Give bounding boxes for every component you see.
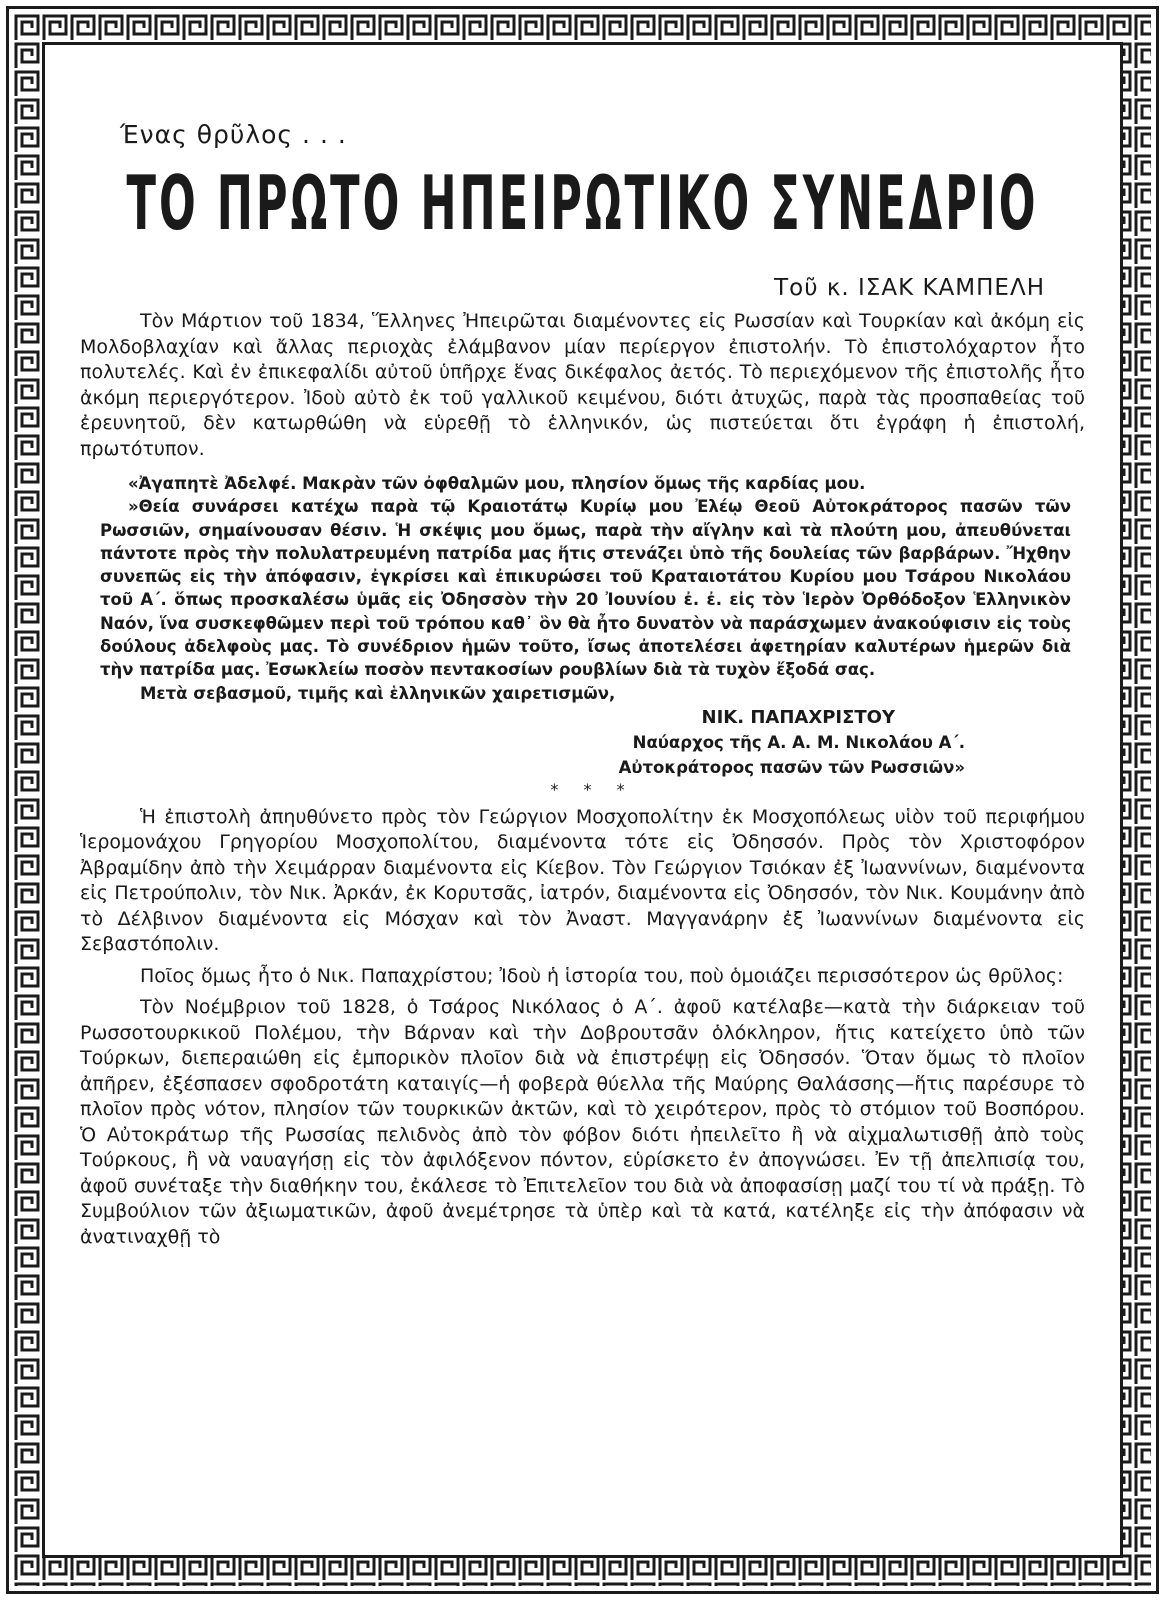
letter-body: »Θεία συνάρσει κατέχω παρὰ τῷ Κραιοτάτῳ Κυρίῳ μου Ἐλέῳ Θεοῦ Αὐτοκράτορος πασῶν τῶν Ρωσσιῶν, σημαίνουσαν θέσιν. Ἡ σκέψις μου ὅμως, παρὰ τὴν αἴγλην καὶ τὰ πλούτη μου, ἀπευθύνεται πάντοτε πρὸς τὴν πολυλατρευμένη πατρίδα μας ἥτις στενάζει ὑπὸ τῆς δουλείας τῶν βαρβάρων. Ἤχθην συνεπῶς εἰς τὴν ἀπόφασιν, ἐγκρίσει καὶ ἐπικυρώσει τοῦ Κραταιοτάτου Κυρίου μου Τσάρου Νικολάου τοῦ Α΄. ὅπως προσκαλέσω ὑμᾶς εἰς Ὀδησσὸν τὴν 20 Ἰουνίου ἐ. ἐ. εἰς τὸν Ἱερὸν Ὀρθόδοξον Ἑλληνικὸν Ναόν, ἵνα συσκεφθῶμεν περὶ τοῦ τρόπου καθ᾽ ὃν θὰ ἦτο δυνατὸν νὰ παράσχωμεν ἀνακούφισιν εἰς τοὺς δούλους ἀδελφοὺς μας. Τὸ συνέδριον ἡμῶν τοῦτο, ἴσως ἀποτελέσει ἀφετηρίαν καλυτέρων ἡμερῶν διὰ τὴν πατρίδα μας. Ἐσωκλείω ποσὸν πεντακοσίων ρουβλίων διὰ τὰ τυχὸν ἔξοδά σας. xyxy=(100,497,1071,680)
paragraph-recipients: Ἡ ἐπιστολὴ ἀπηυθύνετο πρὸς τὸν Γεώργιον Μοσχοπολίτην ἐκ Μοσχοπόλεως υἱὸν τοῦ περιφήμου Ἱερομονάχου Γρηγορίου Μοσχοπολίτου, διαμένοντα τότε εἰς Ὀδησσόν. Πρὸς τὸν Χριστοφόρον Ἀβραμίδην ἀπὸ τὴν Χειμάρραν διαμένοντα εἰς Κίεβον. Τὸν Γεώργιον Τσιόκαν ἐξ Ἰωαννίνων, διαμένοντα εἰς Πετρούπολιν, τὸν Νικ. Ἀρκάν, ἐκ Κορυτσᾶς, ἰατρόν, διαμένοντα εἰς Ὀδησσόν, τὸν Νικ. Κουμάνην ἀπὸ τὸ Δέλβινον διαμένοντα εἰς Μόσχαν καὶ τὸν Ἀναστ. Μαγγανάρην ἐξ Ἰωαννίνων διαμένοντα εἰς Σεβαστόπολιν. xyxy=(80,805,1085,956)
letter-closing: Μετὰ σεβασμοῦ, τιμῆς καὶ ἑλληνικῶν χαιρετισμῶν, xyxy=(140,683,616,703)
paragraph-question: Ποῖος ὅμως ἦτο ὁ Νικ. Παπαχρίστου; Ἰδοὺ ἡ ἱστορία του, ποὺ ὁμοιάζει περισσότερον ὡς θρῦλος: xyxy=(140,964,1064,987)
letter-salutation: «Ἀγαπητὲ Ἀδελφέ. Μακρὰν τῶν ὀφθαλμῶν μου, πλησίον ὅμως τῆς καρδίας μου. xyxy=(128,474,866,493)
intro-paragraph: Τὸν Μάρτιον τοῦ 1834, Ἕλληνες Ἠπειρῶται διαμένοντες εἰς Ρωσσίαν καὶ Τουρκίαν καὶ ἀκόμη εἰς Μολδοβλαχίαν καὶ ἄλλας περιοχὰς ἐλάμβανον μίαν περίεργον ἐπιστολήν. Τὸ ἐπιστολόχαρτον ἦτο πολυτελές. Καὶ ἐν ἐπικεφαλίδι αὐτοῦ ὑπῆρχε ἕνας δικέφαλος ἀετός. Τὸ περιεχόμενον τῆς ἐπιστολῆς ἦτο ἀκόμη περιεργότερον. Ἰδοὺ αὐτὸ ἐκ τοῦ γαλλικοῦ κειμένου, διότι ἀτυχῶς, παρὰ τὰς προσπαθείας τοῦ ἐρευνητοῦ, δὲν κατωρθώθη νὰ εὑρεθῇ τὸ ἑλληνικόν, ὡς πιστεύεται ὅτι ἐγράφη ἡ ἐπιστολή, πρωτότυπον. xyxy=(80,310,1085,460)
article xyxy=(80,120,1085,1256)
signature-title-2: Αὐτοκράτορος πασῶν τῶν Ρωσσιῶν» xyxy=(618,757,965,777)
quoted-letter xyxy=(100,472,1071,705)
byline: Τοῦ κ. ΙΣΑΚ ΚΑΜΠΕΛΗ xyxy=(774,275,1045,301)
section-separator: * * * xyxy=(550,779,635,799)
signature-title-1: Ναύαρχος τῆς Α. Α. Μ. Νικολάου Α΄. xyxy=(632,732,965,752)
kicker: Ένας θρῦλος . . . xyxy=(120,120,347,149)
paragraph-story: Τὸν Νοέμβριον τοῦ 1828, ὁ Τσάρος Νικόλαος ὁ Α΄. ἀφοῦ κατέλαβε—κατὰ τὴν διάρκειαν τοῦ Ρωσσοτουρκικοῦ Πολέμου, τὴν Βάρναν καὶ τὴν Δοβρουτσᾶν ὁλόκληρον, ἥτις κατείχετο ὑπὸ τῶν Τούρκων, διεπεραιώθη εἰς ἐμπορικὸν πλοῖον διὰ νὰ ἐπιστρέψῃ εἰς Ὀδησσόν. Ὅταν ὅμως τὸ πλοῖον ἀπῆρεν, ἐξέσπασεν σφοδροτάτη καταιγίς—ἡ φοβερὰ θύελλα τῆς Μαύρης Θαλάσσης—ἥτις παρέσυρε τὸ πλοῖον πρὸς νότον, πλησίον τῶν τουρκικῶν ἀκτῶν, καὶ τὸ χειρότερον, πρὸς τὸ στόμιον τοῦ Βοσπόρου. Ὁ Αὐτοκράτωρ τῆς Ρωσσίας πελιδνὸς ἀπὸ τὸν φόβον διότι ἠπειλεῖτο ἢ νὰ αἰχμαλωτισθῇ ἀπὸ τοὺς Τούρκους, ἢ νὰ ναυαγήσῃ εἰς τὸν ἀφιλόξενον πόντον, εὑρίσκετο ἐν ἀπογνώσει. Ἐν τῇ ἀπελπισίᾳ του, ἀφοῦ συνέταξε τὴν διαθήκην του, ἐκάλεσε τὸ Ἐπιτελεῖον του διὰ νὰ ἀποφασίσῃ μαζί του τί νὰ πράξῃ. Τὸ Συμβούλιον τῶν ἀξιωματικῶν, ἀφοῦ ἀνεμέτρησε τὰ ὑπὲρ καὶ τὰ κατά, κατέληξε εἰς τὴν ἀπόφασιν νὰ ἀνατιναχθῇ τὸ xyxy=(80,996,1085,1248)
signature-name: ΝΙΚ. ΠΑΠΑΧΡΙΣΤΟΥ xyxy=(701,706,895,728)
letter-signature xyxy=(80,705,965,780)
article-title: ΤΟ ΠΡΩΤΟ ΗΠΕΙΡΩΤΙΚΟ ΣΥΝΕΔΡΙΟ xyxy=(126,160,1039,248)
